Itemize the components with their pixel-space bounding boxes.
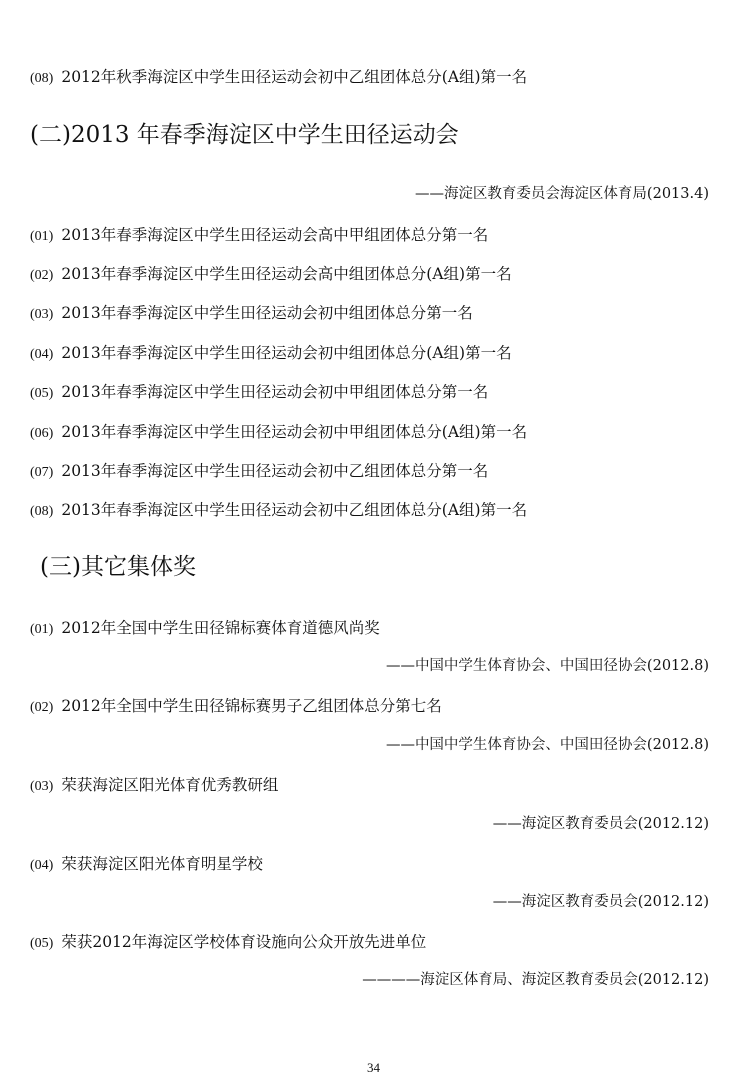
- list-item: [30, 265, 512, 285]
- section-heading-2: (二)2013 年春季海淀区中学生田径运动会: [30, 122, 459, 148]
- list-item: [30, 501, 527, 521]
- item-number: (01): [30, 229, 54, 244]
- item-number: (08): [30, 504, 54, 519]
- list-item: [30, 226, 488, 246]
- item-number: (01): [30, 622, 54, 637]
- item-text: 2013年春季海淀区中学生田径运动会初中乙组团体总分第一名: [61, 462, 489, 480]
- item-number: (06): [30, 426, 54, 441]
- item-number: (03): [30, 779, 54, 794]
- list-item: [30, 423, 527, 443]
- item-text: 2013年春季海淀区中学生田径运动会高中甲组团体总分第一名: [61, 226, 489, 244]
- item-text: 2012年全国中学生田径锦标赛男子乙组团体总分第七名: [61, 697, 442, 715]
- item-text: 2013年春季海淀区中学生田径运动会初中乙组团体总分(A组)第一名: [61, 501, 528, 519]
- item-number: (03): [30, 307, 54, 322]
- item-source: ——海淀区教育委员会(2012.12): [492, 816, 709, 832]
- item-text: 荣获海淀区阳光体育明星学校: [61, 855, 263, 873]
- item-text: 2013年春季海淀区中学生田径运动会初中甲组团体总分第一名: [61, 383, 489, 401]
- item-text: 2013年春季海淀区中学生田径运动会初中组团体总分第一名: [61, 304, 473, 322]
- item-number: (02): [30, 700, 54, 715]
- item-source: ——中国中学生体育协会、中国田径协会(2012.8): [385, 737, 709, 753]
- list-item: [30, 68, 527, 88]
- list-item: [30, 304, 473, 324]
- section-source: ——海淀区教育委员会海淀区体育局(2013.4): [414, 186, 709, 202]
- item-text: 荣获2012年海淀区学校体育设施向公众开放先进单位: [61, 933, 427, 951]
- item-text: 2012年秋季海淀区中学生田径运动会初中乙组团体总分(A组)第一名: [61, 68, 528, 86]
- item-text: 2012年全国中学生田径锦标赛体育道德风尚奖: [61, 619, 380, 637]
- list-item: [30, 383, 488, 403]
- page-number: 34: [367, 1060, 380, 1075]
- item-source: ————海淀区体育局、海淀区教育委员会(2012.12): [362, 972, 709, 988]
- item-number: (08): [30, 71, 54, 86]
- item-number: (07): [30, 465, 54, 480]
- item-source: ——海淀区教育委员会(2012.12): [492, 894, 709, 910]
- item-text: 荣获海淀区阳光体育优秀教研组: [61, 776, 279, 794]
- item-number: (04): [30, 347, 54, 362]
- item-text: 2013年春季海淀区中学生田径运动会初中甲组团体总分(A组)第一名: [61, 423, 528, 441]
- list-item: [30, 344, 512, 364]
- list-item: [30, 619, 380, 639]
- item-number: (05): [30, 936, 54, 951]
- item-source: ——中国中学生体育协会、中国田径协会(2012.8): [385, 658, 709, 674]
- item-text: 2013年春季海淀区中学生田径运动会初中组团体总分(A组)第一名: [61, 344, 512, 362]
- item-text: 2013年春季海淀区中学生田径运动会高中组团体总分(A组)第一名: [61, 265, 512, 283]
- list-item: [30, 855, 263, 875]
- list-item: [30, 697, 442, 717]
- list-item: [30, 776, 278, 796]
- section-heading-3: (三)其它集体奖: [40, 554, 196, 580]
- list-item: [30, 933, 426, 953]
- list-item: [30, 462, 488, 482]
- item-number: (02): [30, 268, 54, 283]
- item-number: (05): [30, 386, 54, 401]
- item-number: (04): [30, 858, 54, 873]
